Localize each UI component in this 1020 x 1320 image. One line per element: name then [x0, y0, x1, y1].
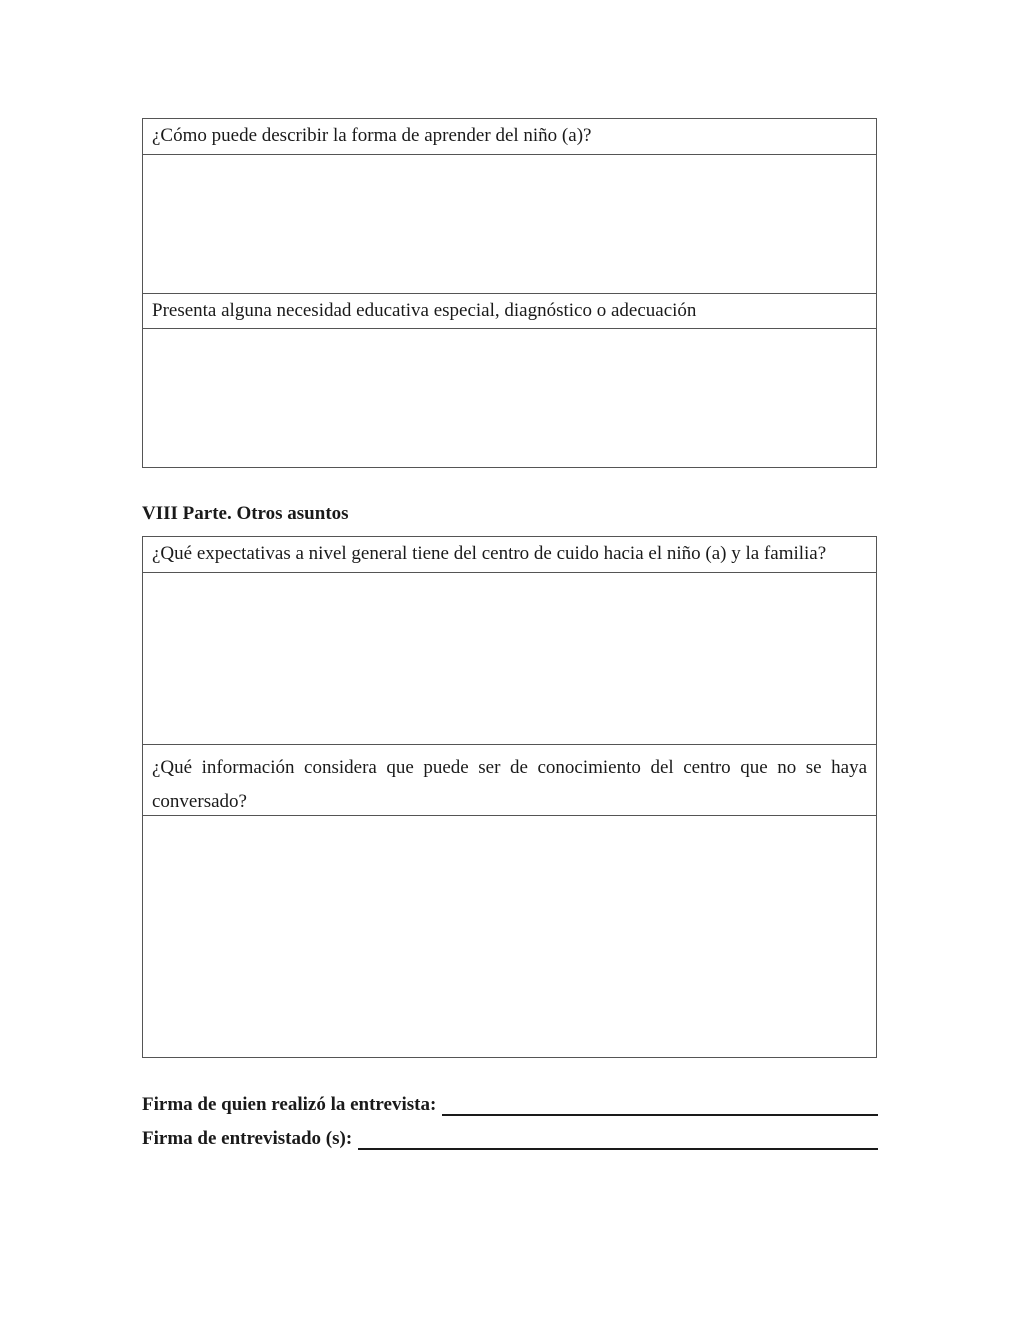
table-other-matters	[142, 536, 877, 1058]
answer-box-expectations[interactable]	[143, 573, 876, 745]
question-additional-info: ¿Qué información considera que puede ser de conocimiento del centro que no se haya conversado?	[143, 745, 876, 816]
question-expectations: ¿Qué expectativas a nivel general tiene del centro de cuido hacia el niño (a) y la familia?	[143, 537, 876, 573]
signature-interviewer	[142, 1094, 878, 1116]
table-learning	[142, 118, 877, 468]
signature-interviewee-line[interactable]	[358, 1132, 878, 1150]
signature-interviewer-label: Firma de quien realizó la entrevista:	[142, 1094, 437, 1115]
signature-interviewee	[142, 1128, 878, 1150]
signature-interviewer-line[interactable]	[442, 1098, 878, 1116]
section-title-viii: VIII Parte. Otros asuntos	[142, 503, 349, 524]
answer-box-special-needs[interactable]	[143, 329, 876, 467]
answer-box-learning-style[interactable]	[143, 155, 876, 294]
question-special-needs: Presenta alguna necesidad educativa especial, diagnóstico o adecuación	[143, 294, 876, 329]
signature-interviewee-label: Firma de entrevistado (s):	[142, 1128, 353, 1149]
question-learning-style: ¿Cómo puede describir la forma de aprender del niño (a)?	[143, 119, 876, 155]
answer-box-additional-info[interactable]	[143, 816, 876, 1057]
